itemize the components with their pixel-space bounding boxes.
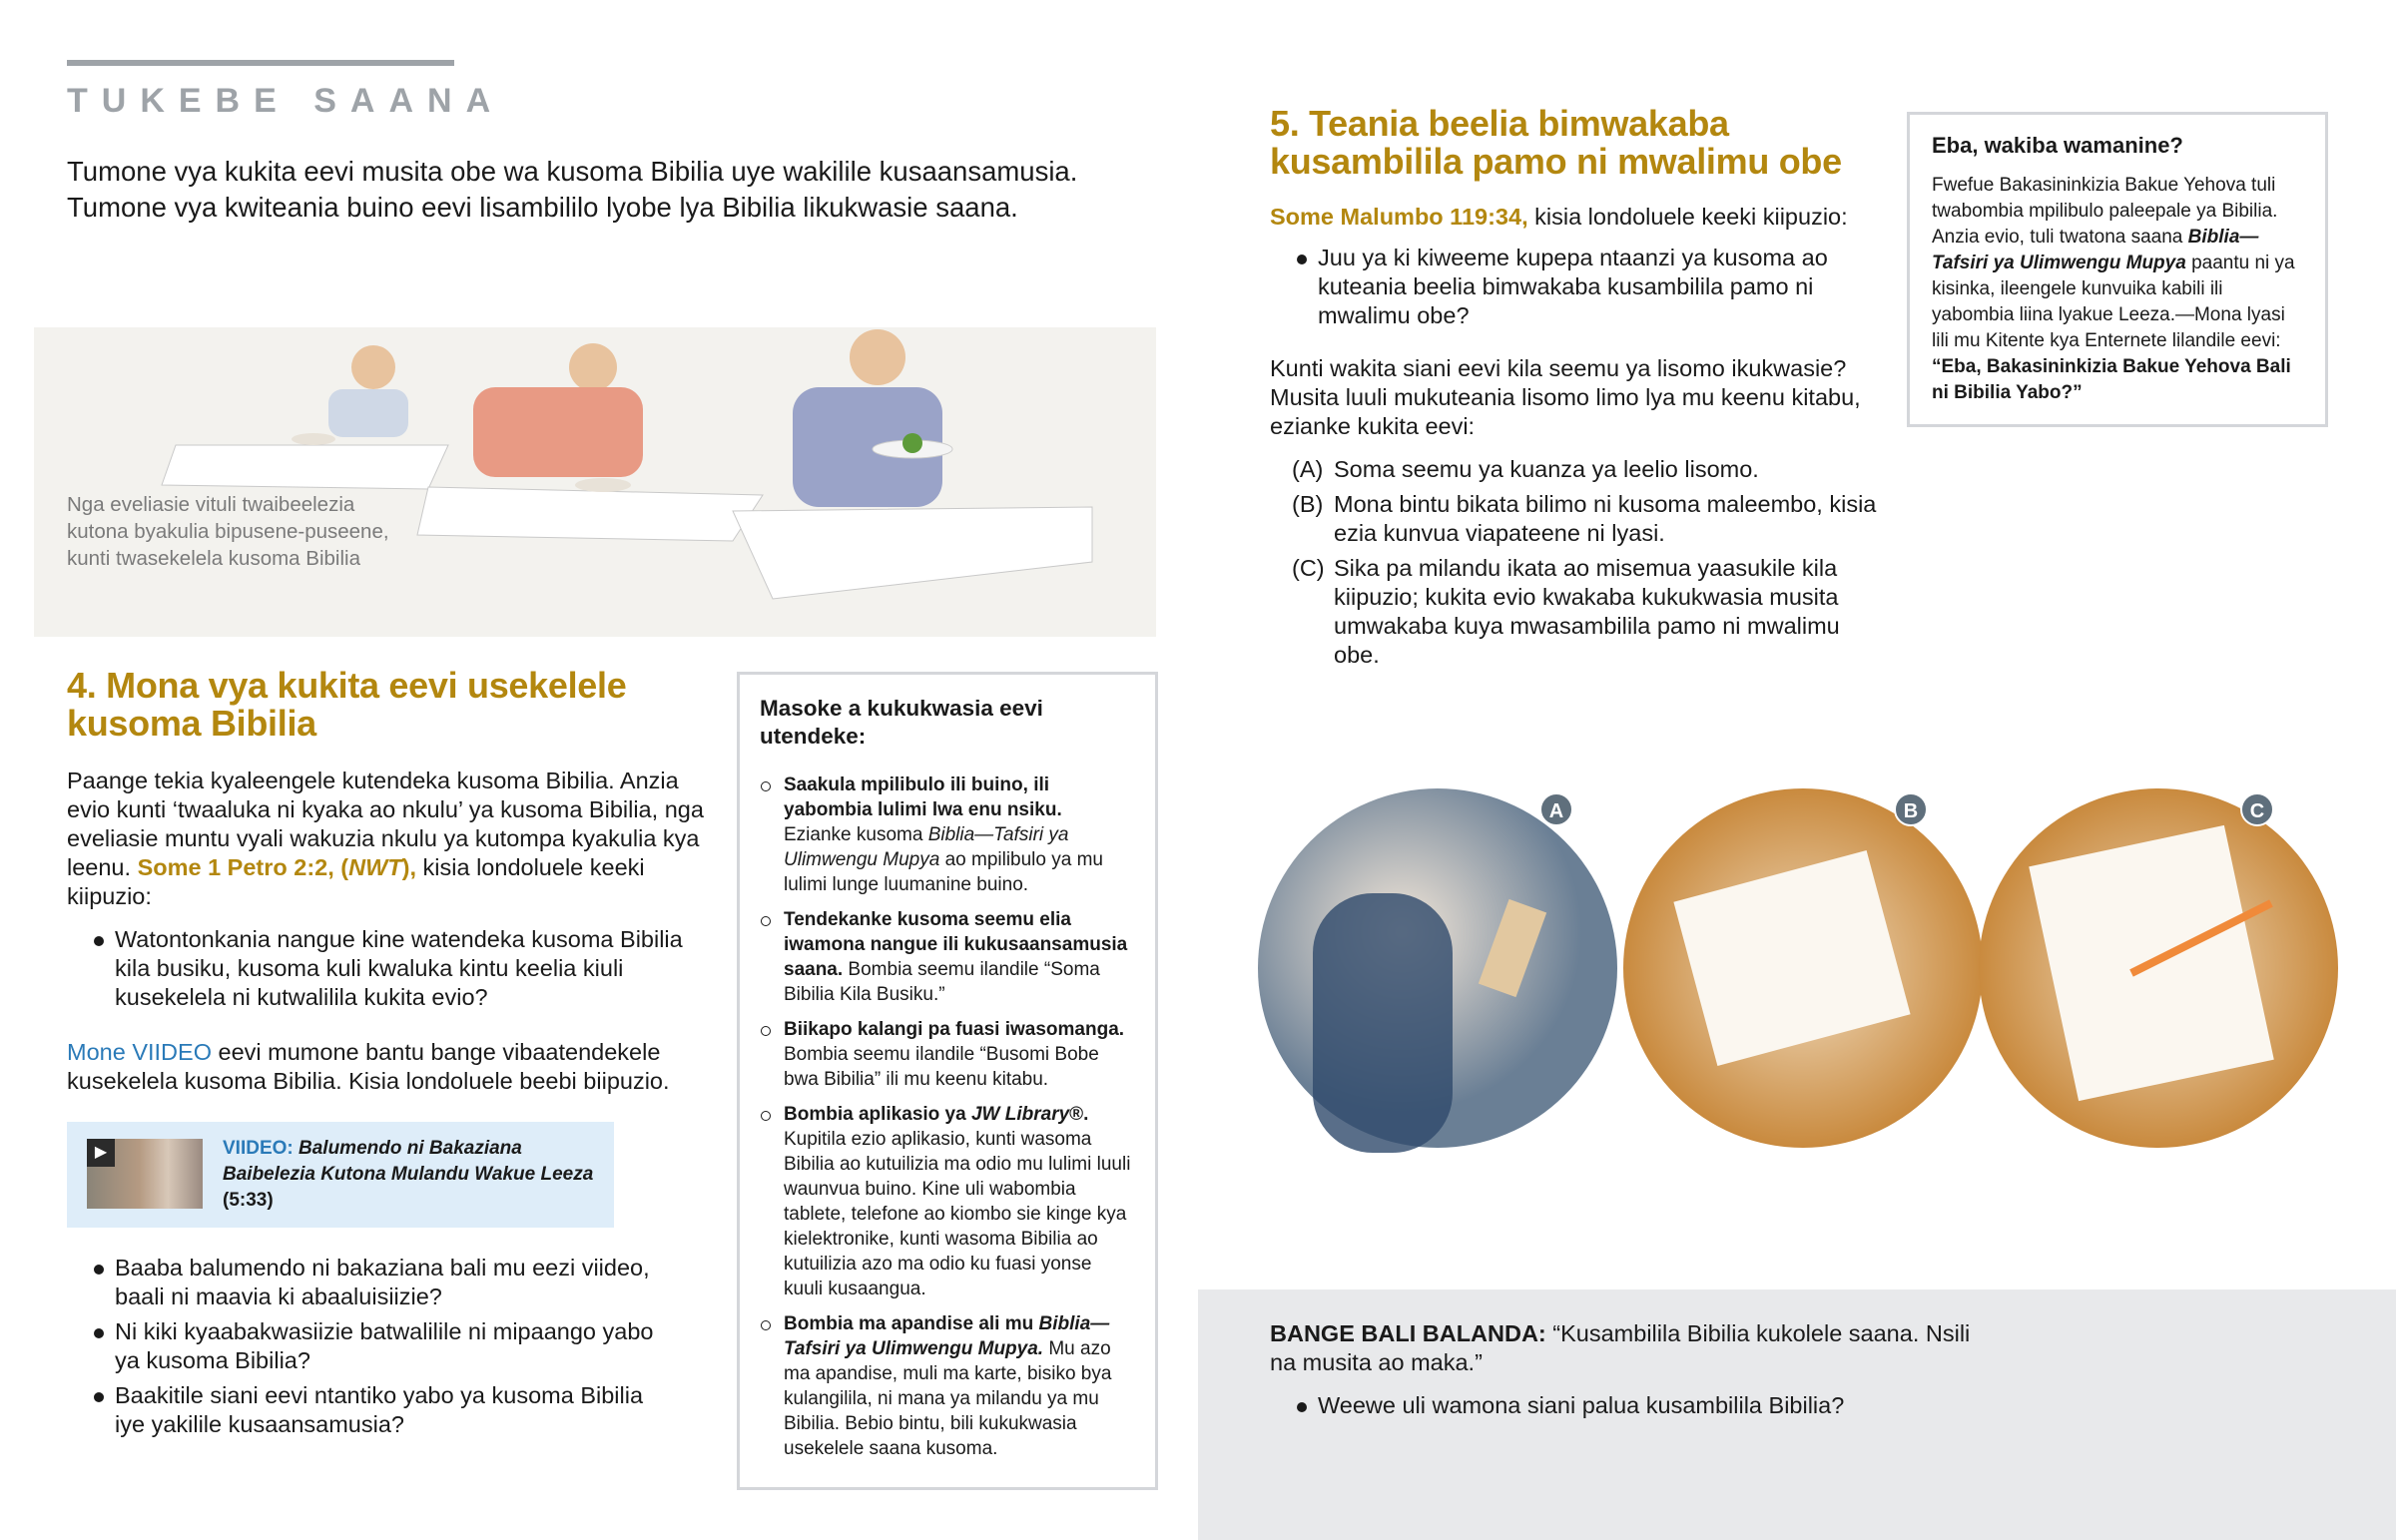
- list-item: Juu ya ki kiweeme kupepa ntaanzi ya kusoma ao kuteania beelia bimwakaba kusambilila pamo ni mwalimu obe?: [1270, 244, 1879, 330]
- kicker-bar: [67, 60, 454, 66]
- scripture-ref[interactable]: Some 1 Petro 2:2, (: [137, 854, 349, 880]
- step-text: Mona bintu bikata bilimo ni kusoma maleembo, kisia ezia kunvua viapateene ni lyasi.: [1334, 491, 1877, 546]
- para-text: Paange tekia kyaleengele kutendeka kusoma Bibilia. Anzia evio kunti ‘twaaluka ni kyaka ao nkulu’ ya kusoma Bibilia, nga eveliasie muntu vyali wakuzia nkulu ya kutompa kyakulia kya leenu.: [67, 768, 704, 880]
- tip-item: [760, 1017, 1131, 1092]
- tips-list: [760, 772, 1131, 1461]
- section4: [67, 667, 706, 1445]
- info-bible-title: Biblia—Tafsiri ya Ulimwengu Mupya: [1932, 227, 2259, 273]
- scripture-link[interactable]: [138, 854, 416, 880]
- step-item: [1270, 455, 1879, 484]
- tip-text: Mu azo ma apandise, muli ma karte, bisiko bya kulangilila, ni mana ya milandu ya mu Bibilia. Bebio bintu, bili kukukwasia usekelele saana kusoma.: [784, 1338, 1112, 1459]
- tip-text: Ezianke kusoma: [784, 824, 928, 845]
- study-steps-illustrations: [1253, 783, 2346, 1158]
- badge-c: C: [2240, 792, 2274, 826]
- some-say-quote: [1270, 1319, 1989, 1377]
- some-say-content: [1270, 1319, 1989, 1426]
- tip-title: Saakula mpilibulo ili buino, ili yabombia lulimi lwa enu nsiku.: [784, 774, 1062, 820]
- step-label: (A): [1292, 456, 1324, 482]
- section5-heading: 5. Teania beelia bimwakaba kusambilila pamo ni mwalimu obe: [1270, 103, 1842, 182]
- some-say-question-list: [1270, 1391, 1989, 1426]
- video-label: VIIDEO:: [223, 1138, 294, 1159]
- tip-title: JW Library: [970, 1104, 1070, 1125]
- step-text: Soma seemu ya kuanza ya leelio lisomo.: [1334, 456, 1759, 482]
- video-thumbnail[interactable]: [87, 1139, 203, 1209]
- list-item: Baakitile siani eevi ntantiko yabo ya kusoma Bibilia iye yakilile kusaansamusia?: [67, 1381, 666, 1439]
- video-link[interactable]: Mone VIIDEO: [67, 1039, 212, 1065]
- some-say-label: BANGE BALI BALANDA:: [1270, 1320, 1546, 1346]
- play-icon[interactable]: ▶: [87, 1139, 115, 1167]
- info-text: [1932, 173, 2303, 406]
- tips-heading: Masoke a kukukwasia eevi utendeke:: [760, 696, 1043, 749]
- step-item: [1270, 490, 1879, 548]
- section5-scripture-line: [1270, 203, 1879, 232]
- steps-list: [1270, 455, 1879, 676]
- section5-paragraph: Kunti wakita siani eevi kila seemu ya lisomo ikukwasie? Musita luuli mukuteania lisomo limo lya mu keenu kitabu, ezianke kukita eevi:: [1270, 355, 1861, 439]
- tip-text: Bombia seemu ilandile “Soma Bibilia Kila Busiku.”: [784, 959, 1100, 1005]
- tip-text: Bombia seemu ilandile “Busomi Bobe bwa Bibilia” ili mu keenu kitabu.: [784, 1044, 1099, 1090]
- kicker-title: TUKEBE SAANA: [67, 82, 505, 120]
- tip-title: Biikapo kalangi pa fuasi iwasomanga.: [784, 1019, 1125, 1040]
- tip-item: [760, 1102, 1131, 1301]
- video-title-text: Balumendo ni Bakaziana Baibelezia Kutona Mulandu Wakue Leeza: [223, 1138, 594, 1185]
- badge-b: B: [1894, 792, 1928, 826]
- tip-text: Biblia—Tafsiri ya Ulimwengu Mupya: [784, 824, 1069, 870]
- info-article-link[interactable]: “Eba, Bakasininkizia Bakue Yehova Bali ni Bibilia Yabo?”: [1932, 356, 2291, 403]
- step-label: (C): [1292, 555, 1325, 581]
- tip-item: [760, 772, 1131, 897]
- section4-paragraph: [67, 767, 706, 911]
- intro-text: Tumone vya kukita eevi musita obe wa kusoma Bibilia uye wakilile kusaansamusia. Tumone vya kwiteania buino eevi lisambililo lyobe lya Bibilia likukwasie saana.: [67, 156, 1078, 223]
- scripture-end[interactable]: ),: [401, 854, 417, 880]
- tip-title: Tendekanke kusoma seemu elia iwamona nangue ili kukusaansamusia saana.: [784, 909, 1128, 980]
- video-question-list: [67, 1254, 666, 1445]
- video-duration: (5:33): [223, 1190, 274, 1211]
- video-intro-text: eevi mumone bantu bange vibaatendekele kusekelela kusoma Bibilia. Kisia londoluele beebi biipuzio.: [67, 1039, 670, 1094]
- some-say-panel: [1198, 1289, 2396, 1540]
- section4-heading: 4. Mona vya kukita eevi usekelele kusoma Bibilia: [67, 665, 627, 744]
- tip-title: Bombia ma apandise ali mu: [784, 1313, 1039, 1334]
- badge-a: A: [1539, 792, 1573, 826]
- section5: [1270, 105, 1879, 676]
- list-item: Weewe uli wamona siani palua kusambilila Bibilia?: [1270, 1391, 1989, 1420]
- video-card[interactable]: [67, 1122, 614, 1228]
- illustration-caption: Nga eveliasie vituli twaibeelezia kutona byakulia bipusene-puseene, kunti twasekelela kusoma Bibilia: [67, 493, 389, 570]
- tip-text: ao mpilibulo ya mu lulimi lunge luumanine buino.: [784, 849, 1103, 895]
- list-item: Ni kiki kyaabakwasiizie batwalilile ni mipaango yabo ya kusoma Bibilia?: [67, 1317, 666, 1375]
- tip-title: ®.: [1069, 1104, 1089, 1125]
- info-text-part: paantu ni ya kisinka, ileengele kunvuika kabili ili yabombia liina lyakue Leeza.—Mona lyasi lili mu Kitente kya Enternete lilandile eevi:: [1932, 253, 2295, 351]
- tips-box: [737, 672, 1158, 1490]
- info-text-part: Fwefue Bakasininkizia Bakue Yehova tuli twabombia mpilibulo paleepale ya Bibilia. Anzia evio, tuli twatona saana: [1932, 175, 2278, 248]
- illustration-eating-boys: [34, 327, 1156, 637]
- tip-title: Biblia—Tafsiri ya Ulimwengu Mupya.: [784, 1313, 1110, 1359]
- step-text: Sika pa milandu ikata ao misemua yaasukile kila kiipuzio; kukita evio kwakaba kukukwasia musita umwakaba kuya mwasambilila pamo ni mwalimu obe.: [1334, 555, 1840, 668]
- tip-item: [760, 907, 1131, 1007]
- section5-question-list: [1270, 244, 1879, 336]
- list-item: Baaba balumendo ni bakaziana bali mu eezi viideo, baali ni maavia ki abaaluisiizie?: [67, 1254, 666, 1311]
- info-box: [1907, 112, 2328, 427]
- section4-question-list: [67, 925, 706, 1018]
- step-label: (B): [1292, 491, 1324, 517]
- scripture-version[interactable]: NWT: [348, 854, 402, 880]
- tip-item: [760, 1311, 1131, 1461]
- tip-title: Bombia aplikasio ya: [784, 1104, 971, 1125]
- video-intro: [67, 1038, 706, 1096]
- scripture-after: kisia londoluele keeki kiipuzio:: [1527, 204, 1848, 230]
- quote-text: “Kusambilila Bibilia kukolele saana. Nsili na musita ao maka.”: [1270, 1320, 1971, 1375]
- tip-text: Kupitila ezio aplikasio, kunti wasoma Bibilia ao kutuilizia ma odio mu lulimi luuli waunvua buino. Kine uli wabombia tablete, telefone ao kiombo sie kinge kya kielektronike, kunti wasoma Bibilia ao kutuilizia azo ma odio ku fuasi yonse kuuli kusaangua.: [784, 1129, 1131, 1299]
- step-item: [1270, 554, 1879, 670]
- info-heading: Eba, wakiba wamanine?: [1932, 133, 2183, 158]
- list-item: Watontonkania nangue kine watendeka kusoma Bibilia kila busiku, kusoma kuli kwaluka kintu keelia kiuli kusekelela ni kutwalilila kukita evio?: [67, 925, 706, 1012]
- para-text: kisia londoluele keeki kiipuzio:: [67, 854, 645, 909]
- video-title[interactable]: [223, 1136, 602, 1214]
- scripture-link[interactable]: Some Malumbo 119:34,: [1270, 204, 1528, 230]
